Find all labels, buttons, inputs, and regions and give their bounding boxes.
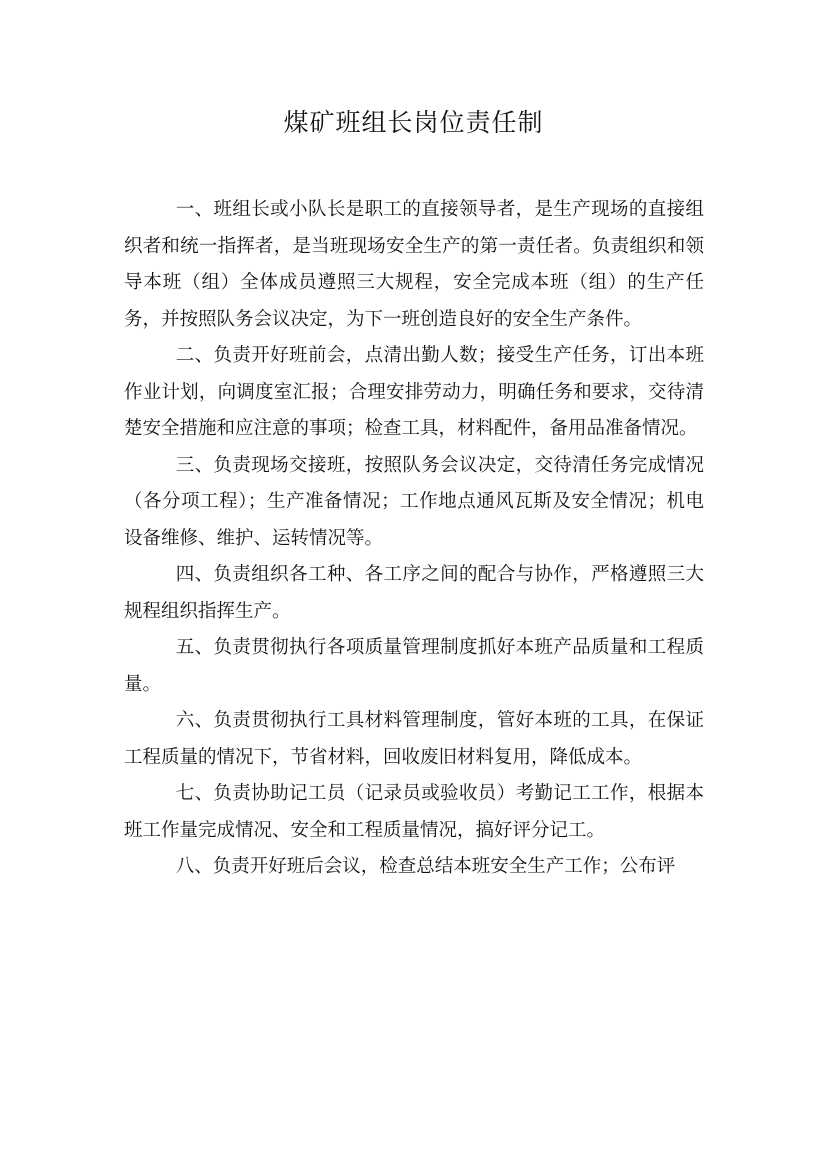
paragraph-6: 六、负责贯彻执行工具材料管理制度，管好本班的工具，在保证工程质量的情况下，节省材料，回收废旧材料复用，降低成本。 xyxy=(124,710,704,768)
paragraph-3: 三、负责现场交接班，按照队务会议决定，交待清任务完成情况（各分项工程）；生产准备情况；工作地点通风瓦斯及安全情况；机电设备维修、维护、运转情况等。 xyxy=(124,454,704,549)
paragraph-1: 一、班组长或小队长是职工的直接领导者，是生产现场的直接组织者和统一指挥者，是当班现场安全生产的第一责任者。负责组织和领导本班（组）全体成员遵照三大规程，安全完成本班（组）的生产任务，并按照队务会议决定，为下一班创造良好的安全生产条件。 xyxy=(124,199,704,330)
paragraph-5: 五、负责贯彻执行各项质量管理制度抓好本班产品质量和工程质量。 xyxy=(124,637,704,695)
paragraph-8: 八、负责开好班后会议，检查总结本班安全生产工作；公布评 xyxy=(175,856,676,877)
paragraph-7: 七、负责协助记工员（记录员或验收员）考勤记工工作，根据本班工作量完成情况、安全和工程质量情况，搞好评分记工。 xyxy=(124,783,704,841)
paragraph-4: 四、负责组织各工种、各工序之间的配合与协作，严格遵照三大规程组织指挥生产。 xyxy=(124,564,704,622)
document-body xyxy=(124,192,704,886)
paragraph-2: 二、负责开好班前会，点清出勤人数；接受生产任务，订出本班作业计划，向调度室汇报；合理安排劳动力，明确任务和要求，交待清楚安全措施和应注意的事项；检查工具，材料配件，备用品准备情况。 xyxy=(124,345,704,439)
document-title: 煤矿班组长岗位责任制 xyxy=(283,108,544,137)
